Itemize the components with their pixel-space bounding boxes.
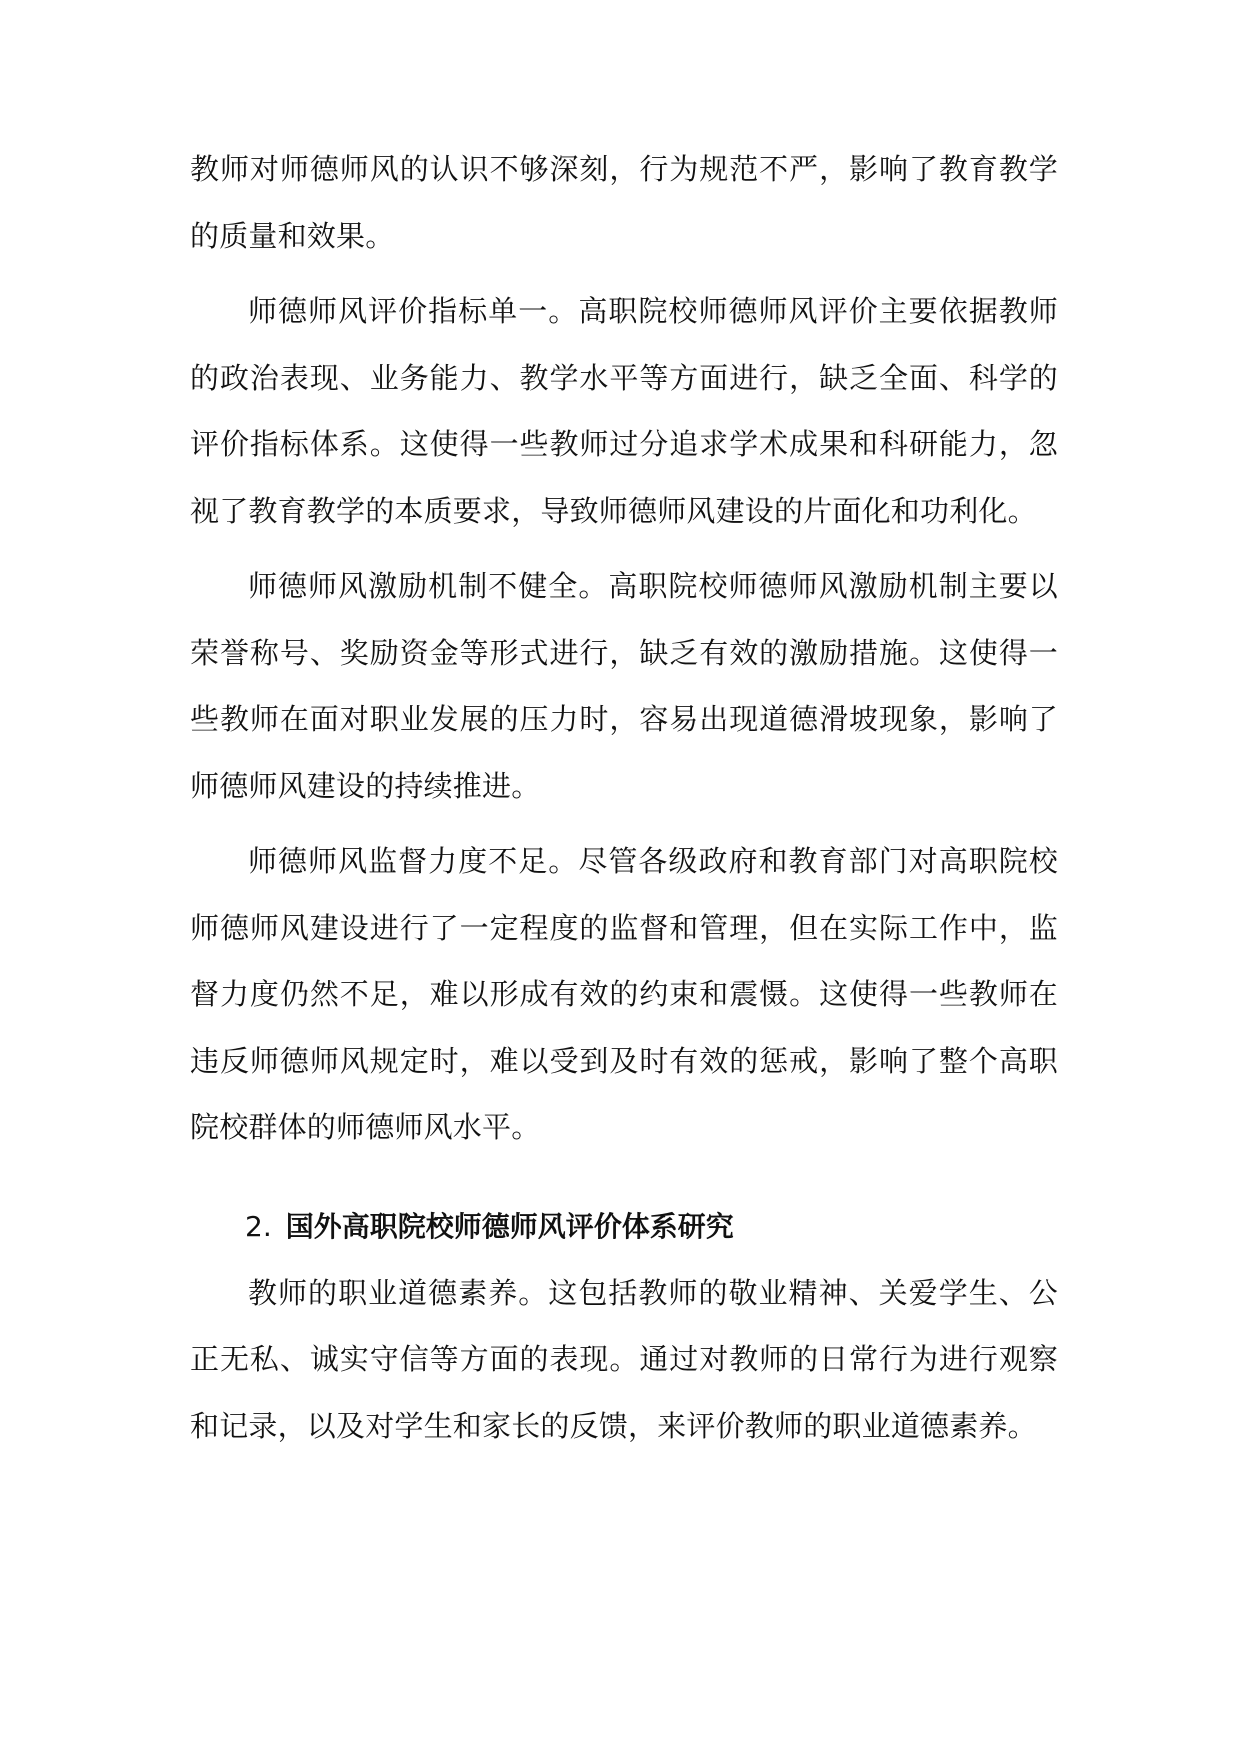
paragraph-incentive-mechanism: 师德师风激励机制不健全。高职院校师德师风激励机制主要以荣誉称号、奖励资金等形式进行，缺乏有效的激励措施。这使得一些教师在面对职业发展的压力时，容易出现道德滑坡现象，影响了师德师风建设的持续推进。 <box>190 569 1058 803</box>
section-gap <box>190 1161 1058 1194</box>
paragraph-gap <box>190 819 1058 828</box>
section-title: 国外高职院校师德师风评价体系研究 <box>285 1209 734 1243</box>
paragraph-supervision: 师德师风监督力度不足。尽管各级政府和教育部门对高职院校师德师风建设进行了一定程度的监督和管理，但在实际工作中，监督力度仍然不足，难以形成有效的约束和震慑。这使得一些教师在违反师德师风规定时，难以受到及时有效的惩戒，影响了整个高职院校群体的师德师风水平。 <box>190 844 1058 1144</box>
section-heading <box>190 1194 1058 1260</box>
paragraph-professional-ethics: 教师的职业道德素养。这包括教师的敬业精神、关爱学生、公正无私、诚实守信等方面的表现。通过对教师的日常行为进行观察和记录，以及对学生和家长的反馈，来评价教师的职业道德素养。 <box>190 1275 1058 1443</box>
paragraph-continuation: 教师对师德师风的认识不够深刻，行为规范不严，影响了教育教学的质量和效果。 <box>190 152 1058 253</box>
paragraph-gap <box>190 544 1058 553</box>
paragraph-evaluation-indicators: 师德师风评价指标单一。高职院校师德师风评价主要依据教师的政治表现、业务能力、教学水平等方面进行，缺乏全面、科学的评价指标体系。这使得一些教师过分追求学术成果和科研能力，忽视了教育教学的本质要求，导致师德师风建设的片面化和功利化。 <box>190 294 1058 528</box>
paragraph-gap <box>190 269 1058 278</box>
document-page <box>190 136 1058 1459</box>
section-number: 2. <box>245 1209 272 1243</box>
